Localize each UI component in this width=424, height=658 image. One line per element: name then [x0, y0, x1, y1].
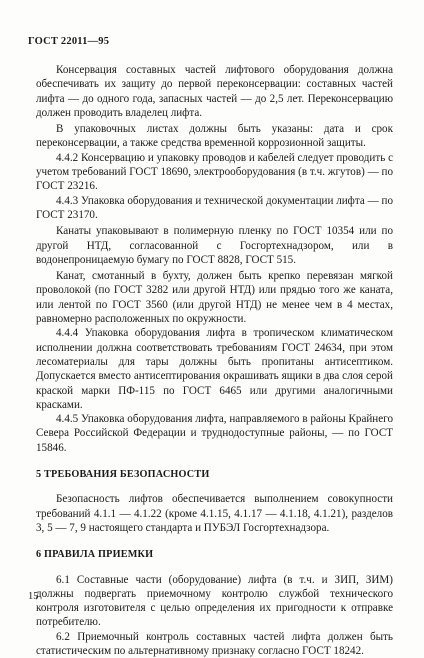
paragraph: Безопасность лифтов обеспечивается выполнением совокупности требований 4.1.1 — 4.1.22 (кроме 4.1.15, 4.1.17 — 4.1.18, 4.1.21), разделов 3, 5 — 7, 9 настоящего стандарта и ПУБЭЛ Госгортехнадзора.: [36, 493, 393, 534]
paragraph: 6.2 Приемочный контроль составных частей лифта должен быть статистическим по альтернативному признаку согласно ГОСТ 18242.: [36, 630, 393, 657]
paragraph: 4.4.3 Упаковка оборудования и технической документации лифта — по ГОСТ 23170.: [36, 194, 393, 221]
section-heading: 6 ПРАВИЛА ПРИЕМКИ: [36, 549, 154, 561]
paragraph: 4.4.4 Упаковка оборудования лифта в тропическом климатическом исполнении должна соответствовать требованиям ГОСТ 24634, при этом лесоматериалы для тары должны быть пропитаны антисептиком. Допускается вместо антисептирования окрашивать ящики в два слоя серой краской марки ПФ-115 по ГОСТ 6465 или другими аналогичными красками.: [36, 327, 393, 411]
paragraph: Канат, смотанный в бухту, должен быть крепко перевязан мягкой проволокой (по ГОСТ 3282 или другой НТД) или прядью того же каната, или лентой по ГОСТ 3560 (или другой НТД) не менее чем в 4 местах, равномерно расположенных по окружности.: [36, 270, 393, 326]
page-body: [36, 63, 393, 658]
section-heading: 5 ТРЕБОВАНИЯ БЕЗОПАСНОСТИ: [36, 469, 210, 481]
page-header: ГОСТ 22011—95: [28, 36, 110, 47]
paragraph: В упаковочных листах должны быть указаны: дата и срок переконсервации, а также средства временной коррозионной защиты.: [36, 123, 393, 150]
paragraph: Канаты упаковывают в полимерную пленку по ГОСТ 10354 или по другой НТД, согласованной с Госгортехнадзором, или в водонепроницаемую бумагу по ГОСТ 8828, ГОСТ 515.: [36, 225, 393, 266]
paragraph: 4.4.2 Консервацию и упаковку проводов и кабелей следует проводить с учетом требований ГОСТ 18690, электрооборудования (в т.ч. жгутов) — по ГОСТ 23216.: [36, 151, 393, 193]
paragraph: 4.4.5 Упаковка оборудования лифта, направляемого в районы Крайнего Севера Российской Федерации и труднодоступные районы, — по ГОСТ 15846.: [36, 413, 393, 454]
page-number: 15: [28, 591, 39, 602]
paragraph: Консервация составных частей лифтового оборудования должна обеспечивать их защиту до первой переконсервации: составных частей лифта — до одного года, запасных частей — до 2,5 лет. Переконсервацию должен проводить владелец лифта.: [36, 64, 393, 119]
paragraph: 6.1 Составные части (оборудование) лифта (в т.ч. и ЗИП, ЗИМ) должны подвергать приемочному контролю службой технического контроля изготовителя с целью определения их пригодности к отправке потребителю.: [36, 573, 393, 629]
